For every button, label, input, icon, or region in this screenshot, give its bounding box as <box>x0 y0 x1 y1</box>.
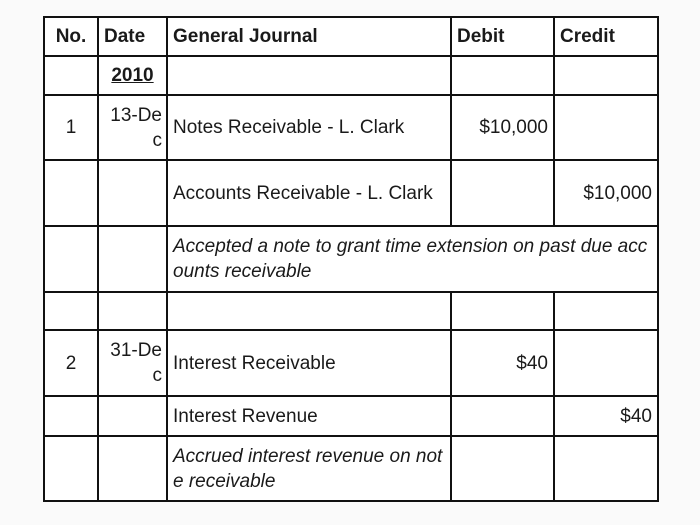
empty-cell <box>451 160 554 226</box>
empty-cell <box>98 226 167 292</box>
empty-cell <box>98 396 167 436</box>
debit-amount: $40 <box>451 330 554 396</box>
col-header-credit: Credit <box>554 17 658 56</box>
debit-amount: $10,000 <box>451 95 554 160</box>
empty-cell <box>451 396 554 436</box>
credit-amount: $10,000 <box>554 160 658 226</box>
col-header-debit: Debit <box>451 17 554 56</box>
entry-number: 2 <box>44 330 98 396</box>
credit-account: Interest Revenue <box>167 396 451 436</box>
empty-cell <box>167 56 451 95</box>
debit-account: Notes Receivable - L. Clark <box>167 95 451 160</box>
entry-number: 1 <box>44 95 98 160</box>
debit-account: Interest Receivable <box>167 330 451 396</box>
empty-cell <box>554 56 658 95</box>
empty-cell <box>554 292 658 330</box>
empty-cell <box>44 396 98 436</box>
empty-cell <box>451 436 554 501</box>
entry-2-debit-row <box>44 330 658 396</box>
entry-2-memo-row <box>44 436 658 501</box>
entry-1-debit-row <box>44 95 658 160</box>
col-header-no: No. <box>44 17 98 56</box>
empty-cell <box>98 160 167 226</box>
empty-cell <box>44 160 98 226</box>
entry-1-credit-row <box>44 160 658 226</box>
entry-date: 13-Dec <box>98 95 167 160</box>
empty-cell <box>44 292 98 330</box>
entry-memo: Accepted a note to grant time extension on past due accounts receivable <box>167 226 658 292</box>
empty-cell <box>44 226 98 292</box>
empty-cell <box>98 436 167 501</box>
col-header-date: Date <box>98 17 167 56</box>
empty-cell <box>451 292 554 330</box>
spacer-row <box>44 292 658 330</box>
entry-1-memo-row <box>44 226 658 292</box>
header-row <box>44 17 658 56</box>
empty-cell <box>167 292 451 330</box>
empty-cell <box>98 292 167 330</box>
general-journal-table <box>43 16 659 502</box>
entry-2-credit-row <box>44 396 658 436</box>
empty-cell <box>451 56 554 95</box>
empty-cell <box>554 95 658 160</box>
credit-account: Accounts Receivable - L. Clark <box>167 160 451 226</box>
year-row <box>44 56 658 95</box>
year-label: 2010 <box>98 56 167 95</box>
credit-amount: $40 <box>554 396 658 436</box>
empty-cell <box>554 330 658 396</box>
empty-cell <box>44 56 98 95</box>
entry-memo: Accrued interest revenue on note receivable <box>167 436 451 501</box>
empty-cell <box>554 436 658 501</box>
entry-date: 31-Dec <box>98 330 167 396</box>
empty-cell <box>44 436 98 501</box>
col-header-journal: General Journal <box>167 17 451 56</box>
